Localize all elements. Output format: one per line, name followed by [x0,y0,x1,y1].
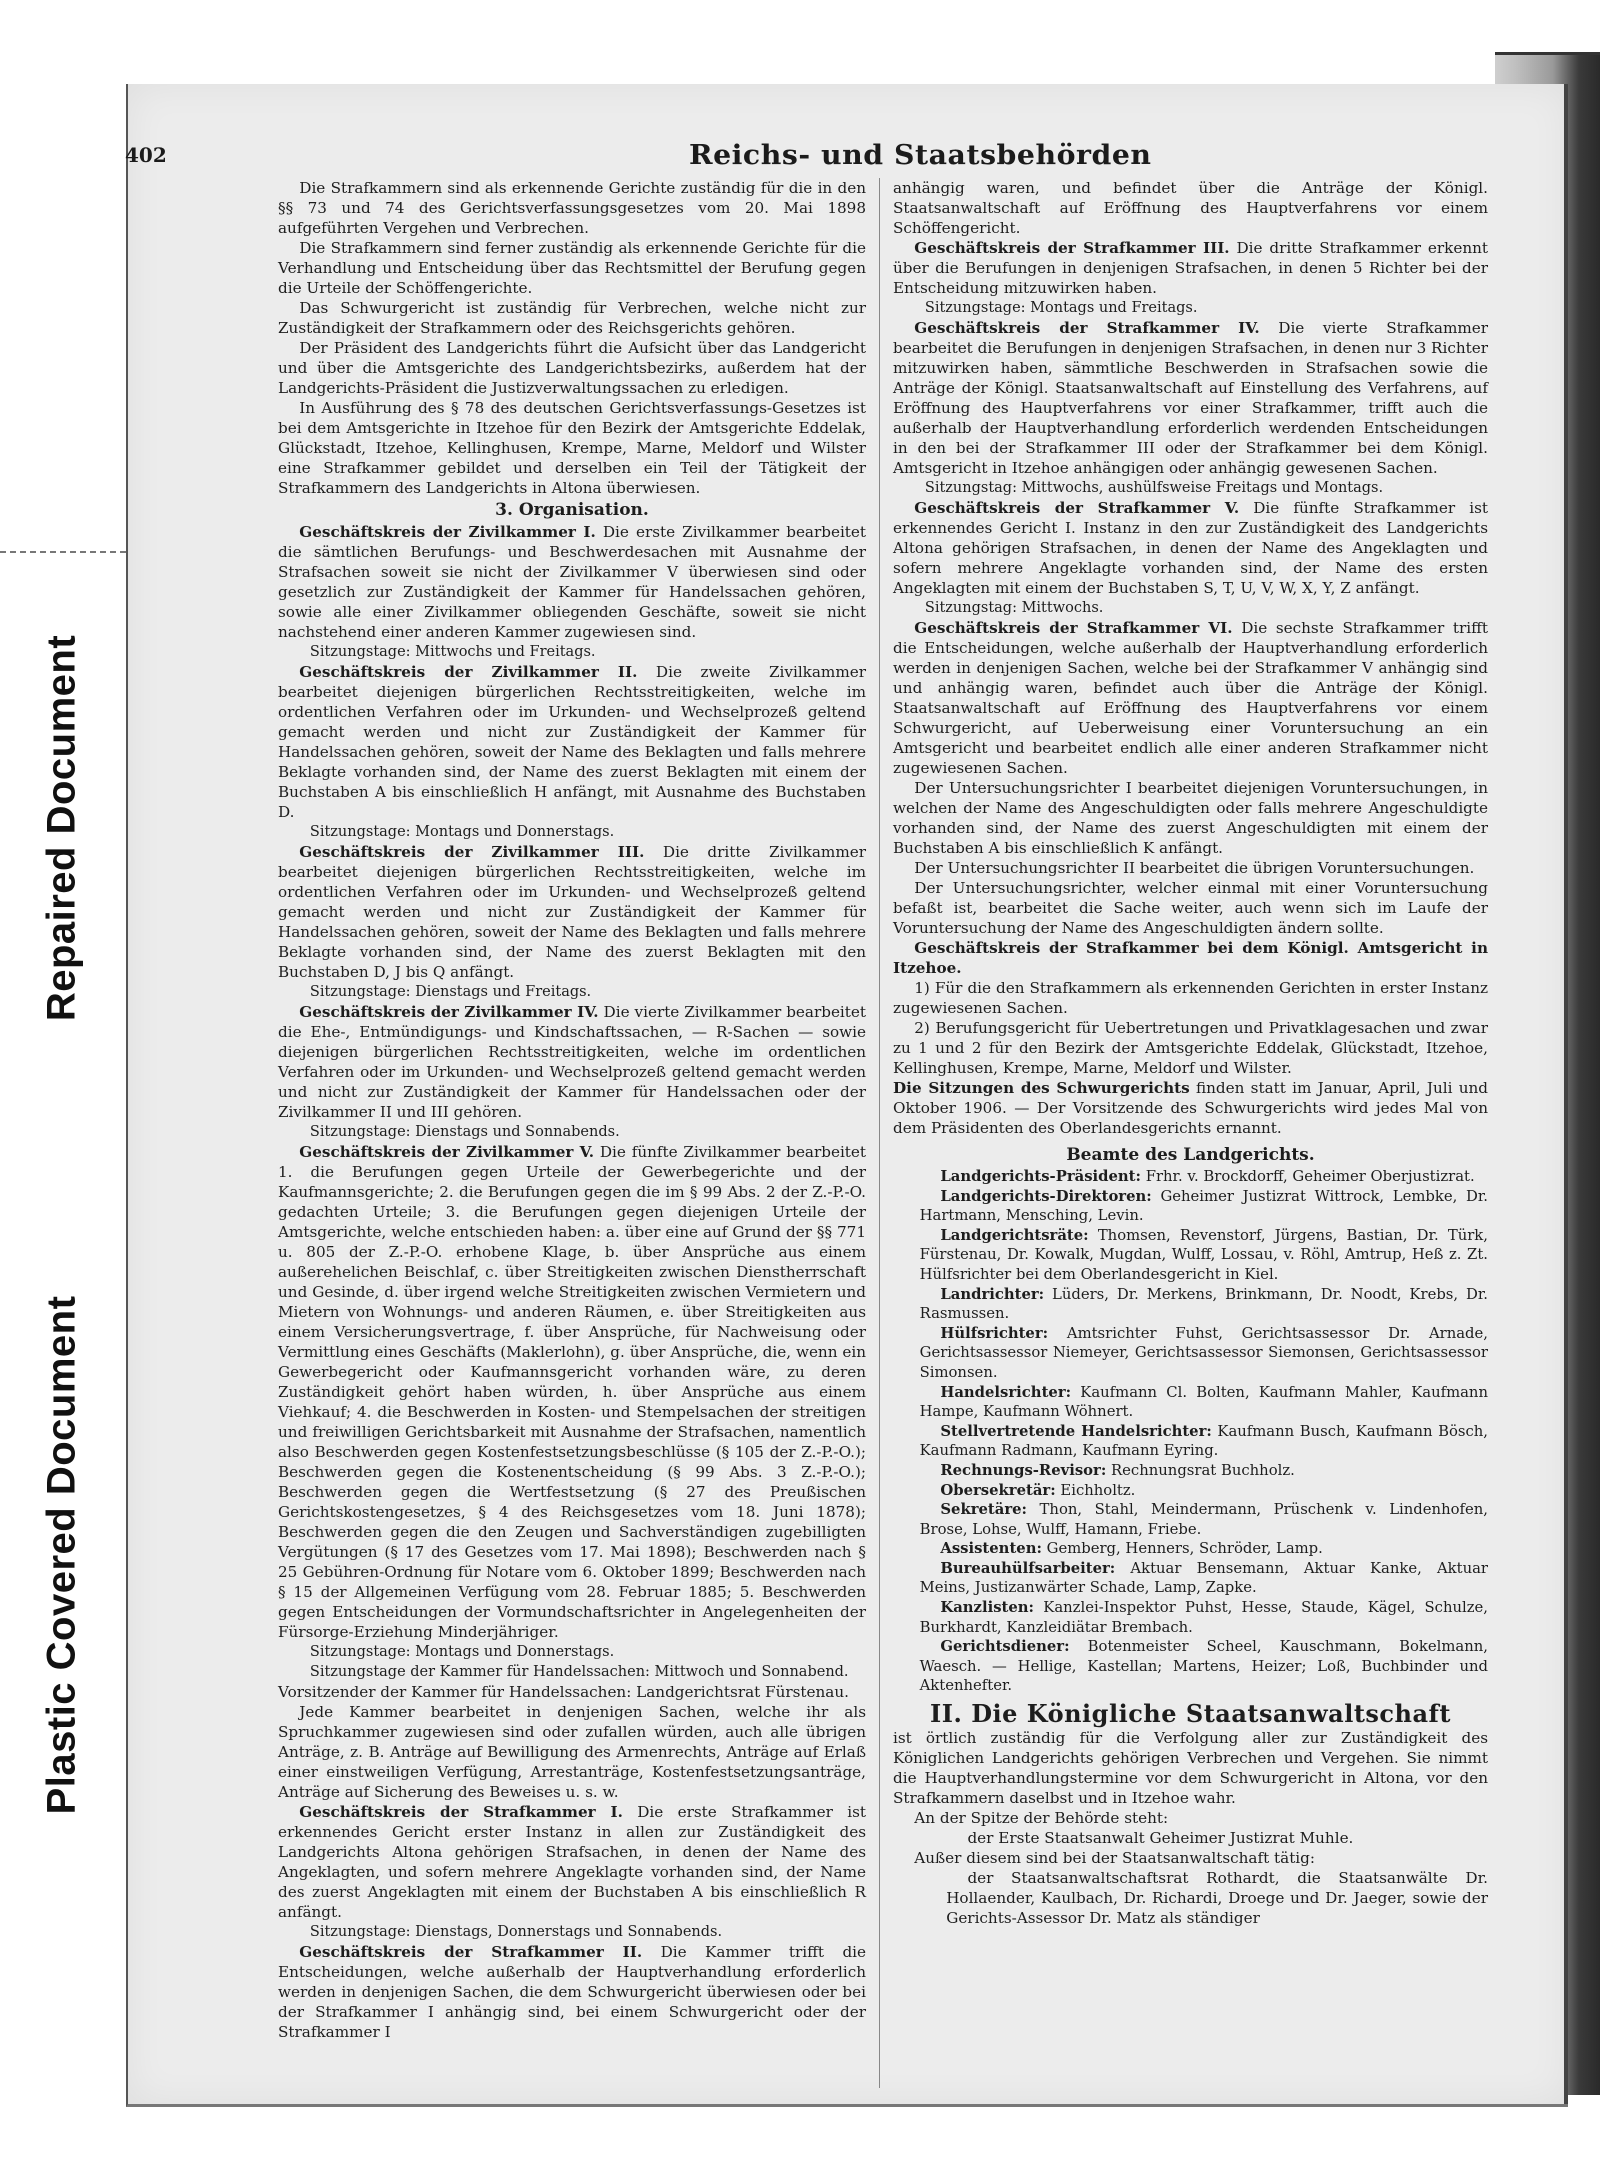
staff-role: Rechnungs-Revisor: [940,1461,1107,1479]
staff-names: Geheimer Justizrat Wittrock, Lembke, Dr. Hartmann, Mensching, Levin. [919,1187,1488,1225]
staff-role: Landgerichts-Präsident: [940,1168,1141,1185]
staff-names: Kaufmann Busch, Kaufmann Bösch, Kaufmann Radmann, Kaufmann Eyring. [919,1422,1488,1460]
chamber-paragraph [278,522,866,642]
staff-entry [893,1539,1488,1559]
staff-names: Botenmeister Scheel, Kauschmann, Bokelmann, Waesch. — Hellige, Kastellan; Martens, Heizer; Loß, Buchbinder und Aktenhefter. [919,1638,1488,1695]
staff-role: Gerichtsdiener: [940,1638,1070,1656]
chamber-label: Geschäftskreis der Zivilkammer II. [299,663,638,681]
session-days-commerce: Sitzungstage der Kammer für Handelssachen: Mittwoch und Sonnabend. [309,1664,849,1680]
chamber-label: Geschäftskreis der Strafkammer II. [299,1943,643,1961]
paragraph: Die Strafkammern sind ferner zuständig als erkennende Gerichte für die Verhandlung und Entscheidung über das Rechtsmittel der Berufung gegen die Urteile der Schöffengerichte. [278,239,866,297]
paragraph: Jede Kammer bearbeitet in denjenigen Sachen, welche ihr als Spruchkammer zugewiesen sind oder zufallen würden, auch alle übrigen Anträge, z. B. Anträge auf Bewilligung des Armenrechts, Anträge auf Erlaß einer einstweiligen Verfügung, Arrestanträge, Kostenfestsetzungsanträge, Anträge auf Sicherung des Beweises u. s. w. [278,1703,866,1801]
staff-entry [893,1461,1488,1481]
paragraph: Die Strafkammern sind als erkennende Gerichte zuständig für die in den §§ 73 und 74 des Gerichtsverfassungsgesetzes vom 20. Mai 1898 aufgeführten Vergehen und Verbrechen. [278,179,866,237]
spacer [893,1138,1488,1143]
staff-names: Kaufmann Cl. Bolten, Kaufmann Mahler, Kaufmann Hampe, Kaufmann Wöhnert. [919,1383,1488,1421]
dashed-divider [0,551,126,553]
column-divider [879,178,880,2088]
staff-names: Frhr. v. Brockdorff, Geheimer Oberjustizrat. [1145,1168,1475,1185]
staff-entry [893,1187,1488,1226]
chamber-paragraph [278,1142,866,1642]
chamber-label: Geschäftskreis der Strafkammer I. [299,1803,623,1821]
chamber-paragraph [893,498,1488,598]
paragraph: Der Untersuchungsrichter I bearbeitet diejenigen Voruntersuchungen, in welchen der Name des Angeschuldigten oder falls mehrere Angeschuldigte vorhanden sind, der Name des zuerst Angeschuldigten mit einem der Buchstaben A bis einschließlich K anfängt. [893,779,1488,857]
paragraph: 1) Für die den Strafkammern als erkennenden Gerichten in erster Instanz zugewiesenen Sachen. [893,979,1488,1017]
chamber-text: Die erste Strafkammer ist erkennendes Gericht erster Instanz in allen zur Zuständigkeit des Landgerichts Altona gehörigen Strafsachen, in denen der Name des Angeklagten, und sofern mehrere Angeklagte vorhanden sind, der Name des zuerst Angeklagten mit einem der Buchstaben A bis einschließlich R anfängt. [278,1803,866,1921]
staff-role: Landgerichts-Direktoren: [940,1187,1152,1205]
chamber-text: Die vierte Zivilkammer bearbeitet die Ehe-, Entmündigungs- und Kindschaftssachen, — R-Sachen — sowie diejenigen bürgerlichen Rechtsstreitigkeiten, welche im ordentlichen Verfahren oder im Urkunden- und Wechselprozeß geltend gemacht werden und nicht zur Zuständigkeit der Kammer für Handelssachen oder der Zivilkammer II und III gehören. [278,1003,866,1121]
section-heading: 3. Organisation. [495,500,649,520]
prosecutor-staff: der Staatsanwaltschaftsrat Rothardt, die Staatsanwälte Dr. Hollaender, Kaulbach, Dr. Richardi, Droege und Dr. Jaeger, sowie der Gerichts-Assessor Dr. Matz als ständiger [946,1869,1488,1928]
chamber-paragraph [278,842,866,982]
chamber-paragraph [278,662,866,822]
session-days: Sitzungstage: Montags und Freitags. [924,300,1198,316]
staff-role: Bureauhülfsarbeiter: [940,1559,1116,1577]
section-heading: Beamte des Landgerichts. [1066,1145,1315,1165]
staff-names: Thomsen, Revenstorf, Jürgens, Bastian, Dr. Türk, Fürstenau, Dr. Kowalk, Mugdan, Wulff, Lossau, v. Röhl, Amtrup, Heß z. Zt. Hülfsrichter bei dem Oberlandesgericht in Kiel. [919,1226,1488,1283]
staff-role: Kanzlisten: [940,1599,1034,1617]
staff-entry [893,1481,1488,1501]
chamber-label: Geschäftskreis der Zivilkammer IV. [299,1003,599,1021]
jury-text: finden statt im Januar, April, Juli und Oktober 1906. — Der Vorsitzende des Schwurgerichts wird jedes Mal von dem Präsidenten des Oberlandesgerichts ernannt. [893,1079,1489,1137]
staff-names: Lüders, Dr. Merkens, Brinkmann, Dr. Noodt, Krebs, Dr. Rasmussen. [919,1285,1488,1323]
staff-entry [893,1285,1488,1324]
staff-role: Sekretäre: [940,1501,1028,1519]
chamber-label: Geschäftskreis der Strafkammer IV. [914,319,1260,337]
paragraph-continuation: anhängig waren, und befindet über die Anträge der Königl. Staatsanwaltschaft auf Eröffnung des Hauptverfahrens vor einem Schöffengericht. [893,179,1488,237]
staff-entry [893,1422,1488,1461]
paragraph: Das Schwurgericht ist zuständig für Verbrechen, welche nicht zur Zuständigkeit der Strafkammern oder des Reichsgerichts gehören. [278,299,866,337]
chamber-text: Die sechste Strafkammer trifft die Entscheidungen, welche außerhalb der Hauptverhandlung erforderlich werden in denjenigen Sachen, welche bei der Strafkammer V anhängig sind und anhängig waren, befindet auch über die Anträge der Königl. Staatsanwaltschaft auf Eröffnung des Hauptverfahrens vor einem Schwurgericht, auf Ueberweisung einer Voruntersuchung an ein Amtsgericht und bearbeitet endlich alle einer anderen Strafkammer nicht zugewiesenen Sachen. [893,619,1488,777]
staff-entry [893,1559,1488,1598]
chamber-text: Die vierte Strafkammer bearbeitet die Berufungen in denjenigen Strafsachen, in denen nur 3 Richter mitzuwirken haben, sämmtliche Beschwerden in Strafsachen sowie die Anträge der Königl. Staatsanwaltschaft auf Einstellung des Verfahrens, auf Eröffnung des Hauptverfahrens vor einer Strafkammer, trifft auch die außerhalb der Hauptverhandlung erforderlich werdenden Entscheidungen in den bei der Strafkammer III oder der Strafkammer bei dem Königl. Amtsgericht in Itzehoe anhängigen oder anhängig gewesenen Sachen. [893,319,1488,477]
chamber-label: Geschäftskreis der Zivilkammer V. [299,1143,595,1161]
paragraph: ist örtlich zuständig für die Verfolgung aller zur Zuständigkeit des Königlichen Landgerichts gehörigen Verbrechen und Vergehen. Sie nimmt die Hauptverhandlungstermine vor dem Schwurgericht in Altona, vor den Strafkammern daselbst und in Itzehoe wahr. [893,1729,1488,1808]
chamber-text: Die dritte Strafkammer erkennt über die Berufungen in denjenigen Strafsachen, in denen 5 Richter bei der Entscheidung mitzuwirken haben. [893,239,1488,297]
chamber-label: Geschäftskreis der Strafkammer V. [914,499,1240,517]
staff-role: Handelsrichter: [940,1383,1072,1401]
head-of-office: der Erste Staatsanwalt Geheimer Justizrat Muhle. [967,1829,1354,1848]
jury-label: Die Sitzungen des Schwurgerichts [893,1079,1190,1097]
session-days: Sitzungstage: Montags und Donnerstags. [309,824,615,840]
chamber-paragraph [278,1942,866,2042]
staff-role: Assistenten: [940,1540,1042,1558]
staff-entry [893,1383,1488,1422]
staff-role: Obersekretär: [940,1481,1056,1499]
paragraph: Außer diesem sind bei der Staatsanwaltschaft tätig: [914,1849,1315,1868]
session-days: Sitzungstage: Montags und Donnerstags. [309,1644,615,1660]
side-labels [0,0,125,2177]
staff-entry [893,1500,1488,1539]
paragraph: Der Untersuchungsrichter, welcher einmal mit einer Voruntersuchung befaßt ist, bearbeitet die Sache weiter, auch wenn sich im Laufe der Voruntersuchung der Name des Angeschuldigten ändern sollte. [893,879,1488,937]
staff-role: Hülfsrichter: [940,1324,1049,1342]
staff-names: Rechnungsrat Buchholz. [1111,1461,1295,1479]
staff-entry [893,1167,1488,1187]
chamber-label: Geschäftskreis der Zivilkammer I. [299,523,596,541]
chamber-text: Die dritte Zivilkammer bearbeitet diejenigen bürgerlichen Rechtsstreitigkeiten, welche im ordentlichen Verfahren oder im Urkunden- und Wechselprozeß geltend gemacht werden und nicht zur Zuständigkeit der Kammer für Handelssachen gehören, soweit der Name des Beklagten und falls mehrere Beklagte vorhanden sind, der Name des zuerst Beklagten mit den Buchstaben D, J bis Q anfängt. [278,843,866,981]
chamber-paragraph [278,1002,866,1122]
chamber-label: Geschäftskreis der Strafkammer VI. [914,619,1233,637]
chamber-text: Die fünfte Zivilkammer bearbeitet 1. die Berufungen gegen Urteile der Gewerbegerichte und der Kaufmannsgerichte; 2. die Berufungen gegen die im § 99 Abs. 2 der Z.-P.-O. gedachten Urteile; 3. die Berufungen gegen diejenigen Urteile der Amtsgerichte, welche entschieden haben: a. über eine auf Grund der §§ 771 u. 805 der Z.-P.-O. erhobene Klage, b. über Ansprüche aus einem außerehelichen Beischlaf, c. über Streitigkeiten zwischen Dienstherrschaft und Gesinde, d. über irgend welche Streitigkeiten zwischen Vermietern und Mietern von Wohnungs- und anderen Räumen, e. über Streitigkeiten aus einem Versicherungsvertrage, f. über Ansprüche, für Nachweisung oder Vermittlung eines Geschäfts (Maklerlohn), g. über Ansprüche, die, wenn ein Gewerbegericht oder Kaufmannsgericht vorhanden wäre, zu deren Zuständigkeit gehört haben würden, h. über Ansprüche aus einem Viehkauf; 4. die Beschwerden in Kosten- und Stempelsachen der streitigen und freiwilligen Gerichtsbarkeit mit Ausnahme der Strafsachen, namentlich also Beschwerden gegen Kostenfestsetzungsbeschlüsse (§ 105 der Z.-P.-O.); Beschwerden gegen die Kostenentscheidung (§ 99 Abs. 3 Z.-P.-O.); Beschwerden gegen die Wertfestsetzung (§ 27 des Preußischen Gerichtskostengesetzes, § 4 des Reichsgesetzes vom 18. Juni 1878); Beschwerden gegen die den Zeugen und Sachverständigen zugebilligten Vergütungen (§ 17 des Gesetzes vom 17. Mai 1898); Beschwerden nach § 25 Gebühren-Ordnung für Notare vom 6. Oktober 1899; Beschwerden nach § 15 der Allgemeinen Verfügung vom 28. Februar 1885; 5. Beschwerden gegen Entscheidungen der Vormundschaftsrichter in Angelegenheiten der Fürsorge-Erziehung Minderjähriger. [278,1143,867,1641]
session-days: Sitzungstage: Dienstags und Freitags. [309,984,592,1000]
staff-role: Stellvertretende Handelsrichter: [940,1422,1212,1440]
staff-role: Landgerichtsräte: [940,1226,1089,1244]
jury-paragraph [893,1078,1488,1138]
staff-entry [893,1598,1488,1637]
plastic-covered-document-label: Plastic Covered Document [39,1295,84,1815]
chamber-paragraph [893,618,1488,778]
session-days: Sitzungstage: Dienstags, Donnerstags und Sonnabends. [309,1924,723,1940]
session-days: Sitzungstag: Mittwochs. [924,600,1104,616]
chamber-paragraph [893,318,1488,478]
staff-names: Amtsrichter Fuhst, Gerichtsassessor Dr. Arnade, Gerichtsassessor Niemeyer, Gerichtsassessor Siemonsen, Gerichtsassessor Simonsen. [919,1324,1488,1381]
chamber-label: Geschäftskreis der Strafkammer III. [914,239,1230,257]
staff-list [893,1167,1488,1696]
right-column [893,178,1488,1928]
chamber-text: Die erste Zivilkammer bearbeitet die sämtlichen Berufungs- und Beschwerdesachen mit Ausnahme der Strafsachen soweit sie nicht der Zivilkammer V überwiesen sind oder gesetzlich zur Zuständigkeit der Kammer für Handelssachen gehören, sowie alle einer Zivilkammer obliegenden Geschäfte, soweit sie nicht nachstehend einer anderen Kammer zugewiesen sind. [278,523,867,641]
running-head: Reichs- und Staatsbehörden [688,140,1152,171]
staff-names: Eichholtz. [1060,1481,1136,1499]
paragraph: Der Präsident des Landgerichts führt die Aufsicht über das Landgericht und über die Amtsgerichte des Landgerichtsbezirks, außerdem hat der Landgerichts-Präsident die Justizverwaltungssachen zu erledigen. [278,339,866,397]
chamber-text: Die zweite Zivilkammer bearbeitet diejenigen bürgerlichen Rechtsstreitigkeiten, welche im ordentlichen Verfahren oder im Urkunden- und Wechselprozeß geltend gemacht werden und nicht zur Zuständigkeit der Kammer für Handelssachen gehören, soweit der Name des Beklagten und falls mehrere Beklagte vorhanden sind, der Name des zuerst Beklagten mit einem der Buchstaben A bis einschließlich H anfängt, mit Ausnahme des Buchstaben D. [278,663,866,821]
chamber-paragraph [278,1802,866,1922]
session-days: Sitzungstag: Mittwochs, aushülfsweise Freitags und Montags. [924,480,1384,496]
staff-entry [893,1226,1488,1285]
chamber-paragraph [893,238,1488,298]
page-number: 402 [125,143,167,167]
left-column [278,178,866,2042]
chamber-text: Die fünfte Strafkammer ist erkennendes Gericht I. Instanz in den zur Zuständigkeit des Landgerichts Altona gehörigen Strafsachen, in denen der Name des Angeklagten und sofern mehrere Angeklagte vorhanden sind, der Name des ersten Angeklagten mit einem der Buchstaben S, T, U, V, W, X, Y, Z anfängt. [893,499,1488,597]
chapter-heading: II. Die Königliche Staatsanwaltschaft [930,1699,1451,1729]
session-days: Sitzungstage: Mittwochs und Freitags. [309,644,596,660]
paragraph: An der Spitze der Behörde steht: [914,1809,1169,1828]
repaired-document-label: Repaired Document [39,634,84,1022]
paragraph: In Ausführung des § 78 des deutschen Gerichtsverfassungs-Gesetzes ist bei dem Amtsgerichte in Itzehoe für den Bezirk der Amtsgerichte Eddelak, Glückstadt, Itzehoe, Kellinghusen, Krempe, Marne, Meldorf und Wilster eine Strafkammer gebildet und derselben ein Teil der Tätigkeit der Strafkammern des Landgerichts in Altona überwiesen. [278,399,866,497]
staff-names: Gemberg, Henners, Schröder, Lamp. [1046,1540,1323,1558]
staff-role: Landrichter: [940,1285,1045,1303]
paragraph: 2) Berufungsgericht für Uebertretungen und Privatklagesachen und zwar zu 1 und 2 für den Bezirk der Amtsgerichte Eddelak, Glückstadt, Itzehoe, Kellinghusen, Krempe, Marne, Meldorf und Wilster. [893,1019,1488,1077]
session-days: Sitzungstage: Dienstags und Sonnabends. [309,1124,620,1140]
chamber-label: Geschäftskreis der Strafkammer bei dem Königl. Amtsgericht in Itzehoe. [893,939,1488,977]
chamber-text: Die Kammer trifft die Entscheidungen, welche außerhalb der Hauptverhandlung erforderlich werden in denjenigen Sachen, die dem Schwurgericht überwiesen oder bei der Strafkammer I anhängig sind, bei einem Schwurgericht oder der Strafkammer I [278,1943,867,2041]
staff-names: Aktuar Bensemann, Aktuar Kanke, Aktuar Meins, Justizanwärter Schade, Lamp, Zapke. [919,1559,1488,1597]
staff-names: Kanzlei-Inspektor Puhst, Hesse, Staude, Kägel, Schulze, Burkhardt, Kanzleidiätar Brembach. [919,1599,1488,1636]
staff-entry [893,1324,1488,1383]
staff-entry [893,1637,1488,1696]
chamber-label: Geschäftskreis der Zivilkammer III. [299,843,645,861]
commerce-chair: Vorsitzender der Kammer für Handelssachen: Landgerichtsrat Fürstenau. [278,1683,849,1701]
paragraph: Der Untersuchungsrichter II bearbeitet die übrigen Voruntersuchungen. [914,859,1475,877]
staff-names: Thon, Stahl, Meindermann, Prüschenk v. Lindenhofen, Brose, Lohse, Wulff, Hamann, Friebe. [919,1501,1488,1538]
